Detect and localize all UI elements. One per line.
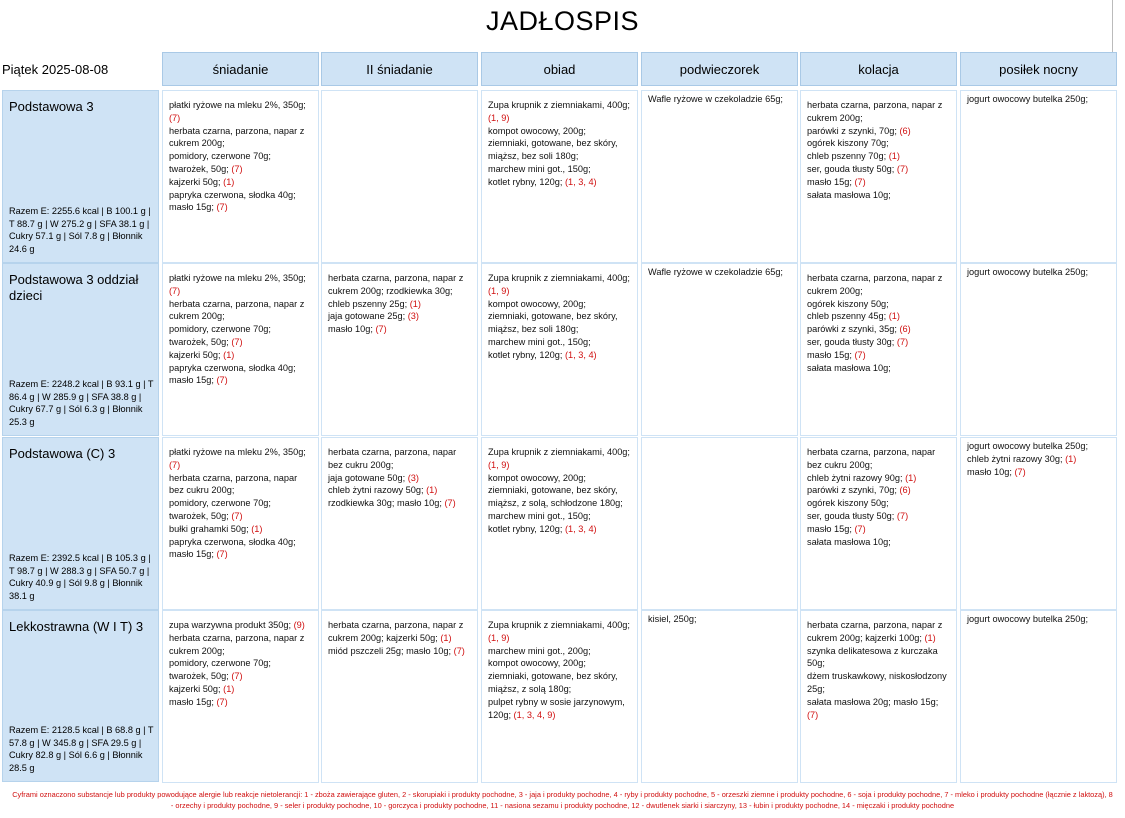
dish-text: pomidory, czerwone 70g; [169, 498, 271, 509]
dish-text: masło 15g; [169, 549, 217, 560]
meal-cell [960, 610, 1117, 783]
allergen-codes: (7) [453, 645, 465, 656]
allergen-codes: (6) [899, 324, 911, 335]
allergen-codes: (6) [899, 485, 911, 496]
dish-text: jogurt owocowy butelka 250g; [967, 94, 1089, 104]
meal-cell [641, 610, 798, 783]
dish-text: ser, gouda tłusty 50g; [807, 510, 897, 521]
dish-text: herbata czarna, parzona, napar z cukrem 200g; [807, 273, 943, 296]
allergen-codes: (1, 3, 4) [564, 523, 597, 534]
dish-text: ziemniaki, gotowane, bez skóry, miąższ, bez soli 180g; [488, 311, 618, 335]
meal-cell [481, 437, 638, 610]
dish-text: kompot owocowy, 200g; [488, 472, 586, 483]
dish-text: Zupa krupnik z ziemniakami, 400g; [488, 273, 630, 283]
allergen-codes: (1, 9) [488, 285, 510, 296]
dish-text: miód pszczeli 25g; [328, 645, 407, 656]
dish-text: masło 15g; [169, 202, 217, 213]
diet-nutrition-summary: Razem E: 2255.6 kcal | B 100.1 g | T 88.7 g | W 275.2 g | SFA 38.1 g | Cukry 57.1 g | Sól 7.8 g | Błonnik 24.6 g [9, 205, 151, 255]
date-label: Piątek 2025-08-08 [2, 62, 109, 77]
dish-text: jogurt owocowy butelka 250g; [967, 441, 1089, 451]
dish-text: herbata czarna, parzona, napar bez cukru 200g; [807, 447, 936, 470]
allergen-codes: (1) [888, 151, 900, 162]
diet-nutrition-summary: Razem E: 2248.2 kcal | B 93.1 g | T 86.4 g | W 285.9 g | SFA 38.8 g | Cukry 67.7 g | Sól 6.3 g | Błonnik 25.3 g [9, 378, 154, 428]
allergen-codes: (1) [426, 485, 438, 496]
dish-text: ogórek kiszony 50g; [807, 298, 889, 309]
allergen-codes: (6) [899, 125, 911, 136]
allergen-codes: (1) [905, 472, 917, 483]
allergen-codes: (7) [231, 163, 243, 174]
meal-cell [641, 437, 798, 610]
dish-text: płatki ryżowe na mleku 2%, 350g; [169, 273, 306, 283]
meal-cell [800, 610, 957, 783]
dish-text: papryka czerwona, słodka 40g; [169, 189, 296, 200]
meal-header: posiłek nocny [960, 52, 1117, 86]
allergen-codes: (7) [216, 375, 228, 386]
diet-row-label [2, 610, 159, 782]
meal-header: śniadanie [162, 52, 319, 86]
meal-cell [481, 263, 638, 436]
dish-text: dżem truskawkowy, niskosłodzony 25g; [807, 671, 947, 694]
meal-cell [960, 263, 1117, 436]
meal-cell [481, 90, 638, 263]
meal-cell [800, 90, 957, 263]
allergen-codes: (7) [807, 709, 819, 720]
dish-text: chleb pszenny 25g; [328, 298, 410, 309]
meal-cell [960, 437, 1117, 610]
allergen-codes: (1) [888, 311, 900, 322]
dish-text: szynka delikatesowa z kurczaka 50g; [807, 645, 938, 669]
allergen-codes: (7) [1014, 466, 1026, 477]
diet-nutrition-summary: Razem E: 2392.5 kcal | B 105.3 g | T 98.7 g | W 288.3 g | SFA 50.7 g | Cukry 40.9 g | Sól 9.8 g | Błonnik 38.1 g [9, 552, 151, 602]
dish-text: kompot owocowy, 200g; [488, 125, 586, 136]
diet-name: Lekkostrawna (W I T) 3 [9, 619, 144, 634]
allergen-codes: (3) [407, 311, 419, 322]
dish-text: Zupa krupnik z ziemniakami, 400g; [488, 620, 630, 630]
allergen-codes: (7) [216, 549, 228, 560]
allergen-codes: (7) [216, 202, 228, 213]
meal-cell [162, 437, 319, 610]
meal-cell [800, 437, 957, 610]
dish-text: parówki z szynki, 35g; [807, 324, 900, 335]
allergen-codes: (1, 3, 4) [564, 176, 597, 187]
diet-name: Podstawowa (C) 3 [9, 446, 116, 461]
allergen-codes: (7) [854, 523, 866, 534]
dish-text: twarożek, 50g; [169, 336, 232, 347]
allergen-codes: (1) [251, 523, 263, 534]
allergen-codes: (7) [896, 336, 909, 347]
dish-text: rzodkiewka 30g; [386, 285, 453, 296]
dish-text: papryka czerwona, słodka 40g; [169, 536, 296, 547]
allergen-codes: (1, 3, 4) [564, 349, 597, 360]
dish-text: kajzerki 50g; [169, 683, 224, 694]
dish-text: twarożek, 50g; [169, 163, 232, 174]
allergen-codes: (1) [1065, 453, 1077, 464]
dish-text: ogórek kiszony 70g; [807, 138, 889, 149]
dish-text: masło 10g; [967, 466, 1015, 477]
dish-text: Zupa krupnik z ziemniakami, 400g; [488, 447, 630, 457]
meal-header: kolacja [800, 52, 957, 86]
diet-name: Podstawowa 3 [9, 99, 94, 114]
dish-text: parówki z szynki, 70g; [807, 485, 900, 496]
dish-text: ser, gouda tłusty 30g; [807, 336, 897, 347]
allergen-codes: (7) [231, 336, 243, 347]
meal-cell [960, 90, 1117, 263]
meal-header: II śniadanie [321, 52, 478, 86]
diet-row-label [2, 90, 159, 263]
dish-text: marchew mini got., 150g; [488, 336, 591, 347]
allergen-codes: (1) [223, 683, 235, 694]
allergen-codes: (7) [854, 176, 866, 187]
allergen-codes: (7) [169, 285, 181, 296]
allergen-codes: (1) [924, 632, 936, 643]
dish-text: Wafle ryżowe w czekoladzie 65g; [648, 267, 783, 277]
dish-text: masło 10g; [396, 498, 445, 509]
dish-text: chleb pszenny 45g; [807, 311, 889, 322]
meal-cell [162, 263, 319, 436]
page-title: JADŁOSPIS [485, 6, 640, 36]
meal-cell [321, 437, 478, 610]
dish-text: kompot owocowy, 200g; [488, 658, 586, 669]
dish-text: ziemniaki, gotowane, bez skóry, miąższ, z solą, schłodzone 180g; [488, 485, 623, 509]
allergen-codes: (7) [169, 459, 181, 470]
meal-cell [321, 610, 478, 783]
dish-text: jogurt owocowy butelka 250g; [967, 267, 1089, 277]
dish-text: kotlet rybny, 120g; [488, 176, 565, 187]
dish-text: sałata masłowa 10g; [807, 189, 891, 200]
dish-text: papryka czerwona, słodka 40g; [169, 362, 296, 373]
dish-text: jogurt owocowy butelka 250g; [967, 614, 1089, 624]
dish-text: masło 15g; [169, 375, 217, 386]
dish-text: herbata czarna, parzona, napar bez cukru 200g; [328, 447, 457, 470]
allergen-codes: (1) [223, 176, 235, 187]
allergen-codes: (1) [223, 349, 235, 360]
dish-text: herbata czarna, parzona, napar z cukrem 200g; [807, 100, 943, 123]
dish-text: masło 10g; [328, 324, 376, 335]
dish-text: ser, gouda tłusty 50g; [807, 163, 897, 174]
dish-text: herbata czarna, parzona, napar z cukrem 200g; [169, 298, 305, 322]
dish-text: masło 15g; [807, 523, 855, 534]
dish-text: Zupa krupnik z ziemniakami, 400g; [488, 100, 630, 110]
dish-text: jaja gotowane 50g; [328, 472, 408, 483]
allergen-codes: (7) [169, 112, 181, 123]
dish-text: marchew mini got., 200g; [488, 645, 591, 656]
meal-cell [641, 263, 798, 436]
allergen-codes: (7) [854, 349, 866, 360]
dish-text: płatki ryżowe na mleku 2%, 350g; [169, 100, 306, 110]
dish-text: pomidory, czerwone 70g; [169, 151, 271, 162]
meal-cell [321, 90, 478, 263]
meal-cell [800, 263, 957, 436]
allergen-codes: (1, 9) [488, 112, 510, 123]
allergen-codes: (7) [896, 163, 909, 174]
dish-text: chleb żytni razowy 30g; [967, 453, 1066, 464]
dish-text: kajzerki 50g; [386, 632, 441, 643]
dish-text: herbata czarna, parzona, napar z cukrem 200g; [169, 632, 305, 656]
dish-text: sałata masłowa 10g; [807, 536, 891, 547]
allergen-codes: (1, 9) [488, 632, 510, 643]
dish-text: ziemniaki, gotowane, bez skóry, miąższ, bez soli 180g; [488, 138, 618, 162]
meal-cell [162, 90, 319, 263]
allergen-codes: (1, 9) [488, 459, 510, 470]
dish-text: masło 10g; [406, 645, 454, 656]
dish-text: chleb pszenny 70g; [807, 151, 889, 162]
dish-text: pomidory, czerwone 70g; [169, 658, 271, 669]
dish-text: masło 15g; [807, 349, 855, 360]
allergen-codes: (7) [444, 498, 456, 509]
dish-text: herbata czarna, parzona, napar z cukrem 200g; [328, 620, 464, 643]
dish-text: chleb żytni razowy 50g; [328, 485, 427, 496]
dish-text: kompot owocowy, 200g; [488, 298, 586, 309]
dish-text: sałata masłowa 20g; [807, 696, 894, 707]
allergen-codes: (1) [440, 632, 452, 643]
dish-text: marchew mini got., 150g; [488, 163, 591, 174]
meal-header: podwieczorek [641, 52, 798, 86]
allergen-codes: (7) [375, 324, 387, 335]
meal-cell [162, 610, 319, 783]
dish-text: pomidory, czerwone 70g; [169, 324, 271, 335]
dish-text: kajzerki 100g; [865, 632, 925, 643]
dish-text: herbata czarna, parzona, napar z cukrem 200g; [807, 620, 943, 643]
dish-text: ziemniaki, gotowane, bez skóry, miąższ, z solą 180g; [488, 671, 618, 694]
meal-header: obiad [481, 52, 638, 86]
dish-text: kotlet rybny, 120g; [488, 523, 565, 534]
dish-text: masło 15g; [807, 176, 855, 187]
meal-cell [481, 610, 638, 783]
dish-text: masło 15g; [169, 696, 217, 707]
dish-text: twarożek, 50g; [169, 671, 232, 682]
dish-text: chleb żytni razowy 90g; [807, 472, 906, 483]
diet-nutrition-summary: Razem E: 2128.5 kcal | B 68.8 g | T 57.8 g | W 345.8 g | SFA 29.5 g | Cukry 82.8 g | Sól 6.6 g | Błonnik 28.5 g [9, 724, 154, 774]
allergen-codes: (7) [896, 510, 909, 521]
allergen-codes: (3) [407, 472, 419, 483]
allergen-codes: (1) [409, 298, 421, 309]
allergen-codes: (7) [231, 671, 243, 682]
dish-text: kajzerki 50g; [169, 349, 224, 360]
dish-text: jaja gotowane 25g; [328, 311, 408, 322]
allergen-codes: (7) [216, 696, 228, 707]
dish-text: herbata czarna, parzona, napar z cukrem 200g; [169, 125, 305, 149]
dish-text: zupa warzywna produkt 350g; [169, 620, 294, 630]
allergen-legend: Cyframi oznaczono substancje lub produkty powodujące alergie lub reakcje nietolerancji: 1 - zboża zawierające gluten, 2 - skorupiaki i produkty pochodne, 3 - jaja i produkty pochodne, 4 - ryby i produkty pochodne, 5 - orzeszki ziemne i produkty pochodne, 6 - soja i produkty pochodne, 7 - mleko i produkty pochodne (łącznie z laktozą), 8 - orzechy i produkty pochodne, 9 - seler i produkty pochodne, 10 - gorczyca i produkty pochodne, 11 - nasiona sezamu i produkty pochodne, 12 - dwutlenek siarki i siarczyny, 13 - łubin i produkty pochodne, 14 - mięczaki i produkty pochodne [12, 790, 1113, 810]
dish-text: twarożek, 50g; [169, 510, 232, 521]
diet-row-label [2, 263, 159, 436]
dish-text: kajzerki 50g; [169, 176, 224, 187]
meal-cell [321, 263, 478, 436]
allergen-codes: (1, 3, 4, 9) [513, 709, 556, 720]
dish-text: marchew mini got., 150g; [488, 510, 591, 521]
allergen-codes: (9) [293, 620, 305, 630]
dish-text: masło 15g; [893, 696, 939, 707]
dish-text: płatki ryżowe na mleku 2%, 350g; [169, 447, 306, 457]
diet-name: Podstawowa 3 oddział dzieci [9, 272, 139, 303]
dish-text: bułki grahamki 50g; [169, 523, 252, 534]
dish-text: parówki z szynki, 70g; [807, 125, 900, 136]
diet-row-label [2, 437, 159, 610]
dish-text: kisiel, 250g; [648, 614, 697, 624]
dish-text: pulpet rybny w sosie jarzynowym, 120g; [488, 696, 625, 720]
dish-text: herbata czarna, parzona, napar bez cukru 200g; [169, 472, 298, 496]
dish-text: kotlet rybny, 120g; [488, 349, 565, 360]
dish-text: ogórek kiszony 50g; [807, 498, 889, 509]
dish-text: herbata czarna, parzona, napar z cukrem 200g; [328, 273, 464, 296]
allergen-codes: (7) [231, 510, 243, 521]
dish-text: sałata masłowa 10g; [807, 362, 891, 373]
dish-text: Wafle ryżowe w czekoladzie 65g; [648, 94, 783, 104]
dish-text: rzodkiewka 30g; [328, 498, 397, 509]
meal-cell [641, 90, 798, 263]
